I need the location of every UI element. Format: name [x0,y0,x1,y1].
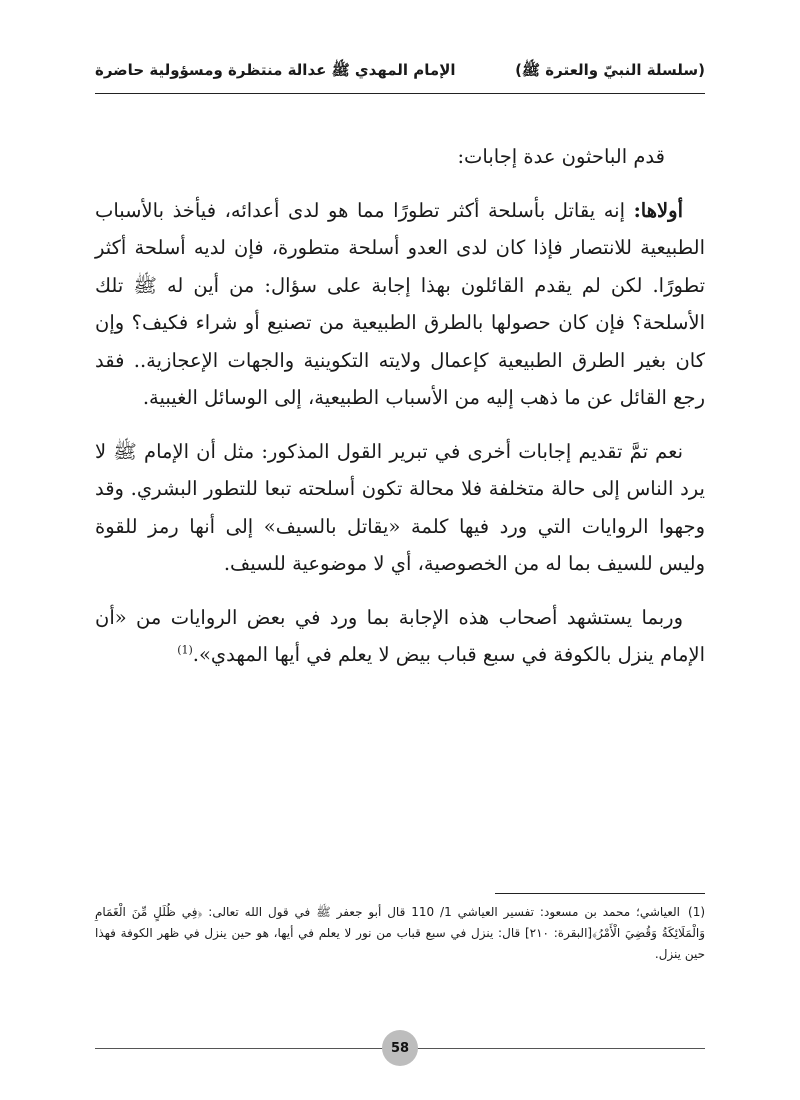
paragraph-evidence [95,599,705,674]
footnote-number: (1) [688,905,706,919]
series-title: (سلسلة النبيّ والعترة ﷺ) [515,61,705,79]
main-text [95,138,705,690]
footnote-divider [495,893,705,894]
page-number: 58 [382,1030,418,1066]
paragraph-body: إنه يقاتل بأسلحة أكثر تطورًا مما هو لدى أعدائه، فيأخذ بالأسباب الطبيعية للانتصار فإذا كان لدى العدو أسلحة متطورة، فإن لديه أسلحة أكثر تطورًا. لكن لم يقدم القائلون بهذا إجابة على سؤال: من أين له ﷺ تلك الأسلحة؟ فإن كان حصولها بالطرق الطبيعية من تصنيع أو شراء فكيف؟ وإن كان بغير الطرق الطبيعية كإعمال ولايته التكوينية والجهات الإعجازية.. فقد رجع القائل عن ما ذهب إليه من الأسباب الطبيعية، إلى الوسائل الغيبية. [95,198,705,409]
paragraph-other-answers: نعم تمَّ تقديم إجابات أخرى في تبرير القول المذكور: مثل أن الإمام ﷺ لا يرد الناس إلى حالة متخلفة فلا محالة تكون أسلحته تبعا للتطور البشري. وقد وجهوا الروايات التي ورد فيها كلمة «يقاتل بالسيف» إلى أنها رمز للقوة وليس للسيف بما له من الخصوصية، أي لا موضوعية للسيف. [95,439,705,575]
running-header [95,58,705,86]
paragraph-lead: أولاها: [633,198,683,222]
header-divider [95,93,705,94]
footnote [95,902,705,965]
book-title: الإمام المهدي ﷺ عدالة منتظرة ومسؤولية حاضرة [95,61,456,79]
paragraph-first-answer [95,192,705,417]
page-footer [95,1028,705,1068]
paragraph-body: وربما يستشهد أصحاب هذه الإجابة بما ورد في بعض الروايات من «أن الإمام ينزل بالكوفة في سبع قباب بيض لا يعلم في أيها المهدي». [95,605,705,666]
footnote-text: العياشي؛ محمد بن مسعود: تفسير العياشي 1/ 110 قال أبو جعفر ﷺ في قول الله تعالى: ﴿فِي ظُلَلٍ مِّنَ الْغَمَامِ وَالْمَلَائِكَةُ وَقُضِيَ الْأَمْرُ﴾[البقرة: ٢١٠] قال: ينزل في سبع قباب من نور لا يعلم في أيها، هو حين ينزل في ظهر الكوفة فهذا حين ينزل. [95,905,705,961]
footnote-reference[interactable]: (1) [177,643,193,657]
intro-paragraph: قدم الباحثون عدة إجابات: [457,145,665,168]
